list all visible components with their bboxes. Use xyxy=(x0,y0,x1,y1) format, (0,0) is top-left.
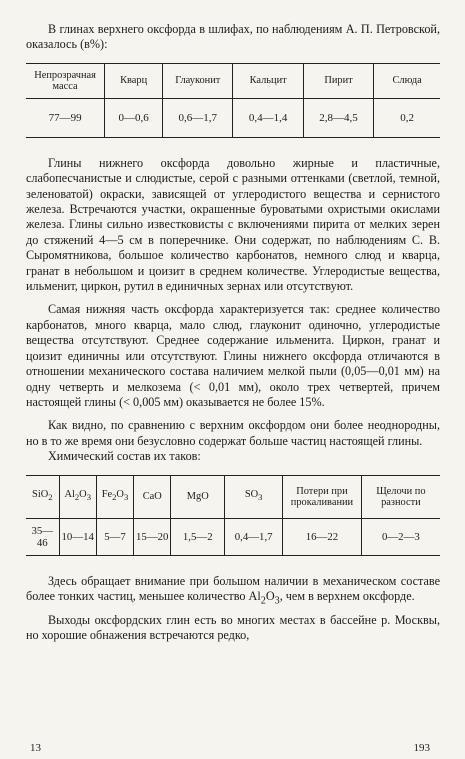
paragraph-comparison: Как видно, по сравнению с верхним оксфордом они более неоднородны, но в то же время они безусловно содержат больше частиц настоящей глины. xyxy=(26,418,440,448)
mineral-header-opaque-mass: Непрозрачная масса xyxy=(34,69,96,92)
mineral-header-mica: Слюда xyxy=(374,63,440,98)
chem-title: Химический состав их таков: xyxy=(48,449,201,464)
mineral-table xyxy=(26,63,440,138)
table-cell: 0,4—1,4 xyxy=(233,98,303,137)
table-cell: 10—14 xyxy=(59,518,96,555)
table-cell: 0,2 xyxy=(374,98,440,137)
paragraph-lowest-part: Самая нижняя часть оксфорда характеризуется так: среднее количество карбонатов, много кварца, мало слюд, глауконит одиночно, углеродистые вещества отсутствуют. Среднее содержание ильменита. Циркон, гранат и цоизит единичны или отсутствуют. Глины нижнего оксфорда отличаются в отношении механического состава наличием мелкой пыли (0,05—0,01 мм) на одну четверть и мелкозема (< 0,01 мм), около трех четвертей, причем настоящей глины (< 0,005 мм) оказывается не более 15%. xyxy=(26,302,440,409)
table-cell: 0,4—1,7 xyxy=(225,518,283,555)
table-cell: 15—20 xyxy=(134,518,171,555)
table-row xyxy=(26,518,440,555)
table-cell: 5—7 xyxy=(96,518,133,555)
chem-header-cao: CaO xyxy=(134,475,171,518)
mineral-table-header-row xyxy=(26,63,440,98)
table-cell: 35—46 xyxy=(31,524,54,549)
page-number: 193 xyxy=(413,742,430,754)
mineral-header-calcite: Кальцит xyxy=(233,63,303,98)
table-cell: 0—0,6 xyxy=(105,98,163,137)
chem-header-alkali: Щелочи по разности xyxy=(361,475,440,518)
mineral-header-glauconite: Глауконит xyxy=(163,63,233,98)
chem-header-fe2o3: $Fe_2O_3$ xyxy=(96,475,133,518)
mineral-header-quartz: Кварц xyxy=(105,63,163,98)
paragraph-lower-oxford: Глины нижнего оксфорда довольно жирные и пластичные, слабопесчанистые и слюдистые, серой с разными оттенками (светлой, темной, зеленоватой) окраски, зависящей от углеродистого вещества и сернистого железа. Встречаются участки, окрашенные буроватыми охристыми окислами железа. Глины сильно известковисты с включениями пирита от мелких зерен до стяжений 4—5 см в поперечнике. Они содержат, по наблюдениям С. В. Сыромятникова, большое количество карбонатов, немного слюд и кварца, гранат в небольшом и цоизит в среднем количестве. Углеродистые вещества, ильменит, циркон, рутил в единичных зернах или отсутствуют. xyxy=(26,155,440,294)
table-cell: 1,5—2 xyxy=(171,518,225,555)
mineral-header-pyrite: Пирит xyxy=(303,63,373,98)
signature-mark: 13 xyxy=(30,742,41,754)
chemical-table-header-row xyxy=(26,475,440,518)
chem-header-so3: $SO_3$ xyxy=(225,475,283,518)
chem-header-sio2: SiO$_2$ xyxy=(32,489,53,503)
chem-header-ignition-loss: Потери при прокаливании xyxy=(283,475,362,518)
table-cell: 0—2—3 xyxy=(361,518,440,555)
page-body xyxy=(26,22,440,644)
chem-header-al2o3: $Al_2O_3$ xyxy=(59,475,96,518)
table-cell: 77—99 xyxy=(48,111,82,124)
chemical-table xyxy=(26,475,440,556)
table-cell: 2,8—4,5 xyxy=(303,98,373,137)
table-cell: 0,6—1,7 xyxy=(163,98,233,137)
intro-paragraph: В глинах верхнего оксфорда в шлифах, по наблюдениям А. П. Петровской, оказалось (в%): xyxy=(26,22,440,52)
paragraph-outcrops: Выходы оксфордских глин есть во многих местах в бассейне р. Москвы, но хорошие обнажения встречаются редко, xyxy=(26,612,440,643)
table-cell: 16—22 xyxy=(283,518,362,555)
paragraph-after-table: Здесь обращает внимание при большом наличии в механическом составе более тонких частиц, меньшее количество $Al_2O_3$, чем в верхнем оксфорде. xyxy=(26,573,440,607)
chem-header-mgo: MgO xyxy=(171,475,225,518)
table-row xyxy=(26,98,440,137)
